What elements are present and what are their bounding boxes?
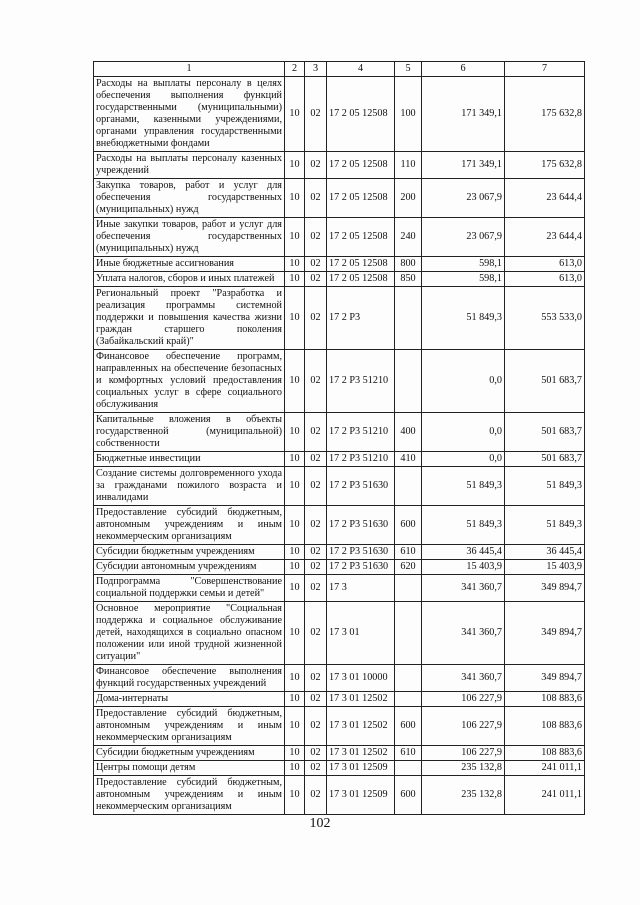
col-header-2: 2 (285, 62, 305, 77)
cell-expense-type: 100 (395, 77, 422, 152)
cell-name: Субсидии автономным учреждениям (94, 560, 285, 575)
cell-amount-year-2: 108 883,6 (505, 692, 585, 707)
cell-amount-year-2: 349 894,7 (505, 575, 585, 602)
table-row (94, 179, 585, 218)
table-row (94, 506, 585, 545)
col-header-3: 3 (305, 62, 327, 77)
cell-target-article: 17 2 Р3 51630 (327, 467, 395, 506)
cell-target-article: 17 2 Р3 (327, 287, 395, 350)
cell-amount-year-1: 0,0 (422, 452, 505, 467)
cell-section: 10 (285, 218, 305, 257)
cell-subsection: 02 (305, 350, 327, 413)
col-header-1: 1 (94, 62, 285, 77)
cell-name: Субсидии бюджетным учреждениям (94, 746, 285, 761)
cell-expense-type: 600 (395, 506, 422, 545)
cell-name: Закупка товаров, работ и услуг для обеспечения государственных (муниципальных) нужд (94, 179, 285, 218)
cell-amount-year-1: 598,1 (422, 257, 505, 272)
cell-amount-year-2: 175 632,8 (505, 77, 585, 152)
cell-name: Субсидии бюджетным учреждениям (94, 545, 285, 560)
cell-amount-year-2: 36 445,4 (505, 545, 585, 560)
col-header-7: 7 (505, 62, 585, 77)
cell-expense-type: 610 (395, 746, 422, 761)
cell-subsection: 02 (305, 272, 327, 287)
table-row (94, 746, 585, 761)
cell-name: Региональный проект "Разработка и реализация программы системной поддержки и повышения качества жизни граждан старшего поколения (Забайкальский край)" (94, 287, 285, 350)
cell-amount-year-1: 36 445,4 (422, 545, 505, 560)
cell-expense-type: 400 (395, 413, 422, 452)
table-row (94, 452, 585, 467)
cell-name: Подпрограмма "Совершенствование социальной поддержки семьи и детей" (94, 575, 285, 602)
table-row (94, 575, 585, 602)
cell-amount-year-1: 0,0 (422, 350, 505, 413)
table-row (94, 77, 585, 152)
cell-subsection: 02 (305, 692, 327, 707)
cell-name: Бюджетные инвестиции (94, 452, 285, 467)
cell-amount-year-2: 108 883,6 (505, 746, 585, 761)
cell-expense-type: 620 (395, 560, 422, 575)
cell-target-article: 17 2 Р3 51210 (327, 413, 395, 452)
cell-section: 10 (285, 179, 305, 218)
cell-amount-year-1: 341 360,7 (422, 665, 505, 692)
cell-section: 10 (285, 746, 305, 761)
cell-target-article: 17 3 01 12509 (327, 761, 395, 776)
cell-amount-year-2: 175 632,8 (505, 152, 585, 179)
cell-name: Расходы на выплаты персоналу казенных учреждений (94, 152, 285, 179)
cell-section: 10 (285, 692, 305, 707)
cell-section: 10 (285, 272, 305, 287)
cell-amount-year-1: 51 849,3 (422, 506, 505, 545)
cell-amount-year-1: 51 849,3 (422, 467, 505, 506)
cell-expense-type: 600 (395, 776, 422, 815)
table-row (94, 272, 585, 287)
cell-target-article: 17 3 01 12502 (327, 692, 395, 707)
cell-target-article: 17 3 (327, 575, 395, 602)
table-row (94, 692, 585, 707)
cell-subsection: 02 (305, 707, 327, 746)
cell-name: Предоставление субсидий бюджетным, автономным учреждениям и иным некоммерческим организациям (94, 506, 285, 545)
cell-expense-type: 800 (395, 257, 422, 272)
table-row (94, 152, 585, 179)
table-body (94, 77, 585, 815)
cell-section: 10 (285, 152, 305, 179)
cell-subsection: 02 (305, 776, 327, 815)
cell-subsection: 02 (305, 602, 327, 665)
cell-subsection: 02 (305, 506, 327, 545)
table-row (94, 287, 585, 350)
cell-amount-year-1: 341 360,7 (422, 602, 505, 665)
budget-table (93, 61, 585, 815)
cell-section: 10 (285, 761, 305, 776)
cell-target-article: 17 3 01 (327, 602, 395, 665)
cell-section: 10 (285, 467, 305, 506)
cell-expense-type: 850 (395, 272, 422, 287)
cell-amount-year-2: 501 683,7 (505, 350, 585, 413)
cell-expense-type: 200 (395, 179, 422, 218)
table-row (94, 707, 585, 746)
cell-amount-year-2: 23 644,4 (505, 179, 585, 218)
cell-expense-type: 110 (395, 152, 422, 179)
table-row (94, 560, 585, 575)
cell-target-article: 17 2 05 12508 (327, 257, 395, 272)
cell-target-article: 17 3 01 10000 (327, 665, 395, 692)
cell-target-article: 17 3 01 12509 (327, 776, 395, 815)
table-row (94, 257, 585, 272)
cell-expense-type (395, 761, 422, 776)
cell-expense-type (395, 665, 422, 692)
table-row (94, 467, 585, 506)
table-row (94, 665, 585, 692)
cell-amount-year-1: 106 227,9 (422, 707, 505, 746)
cell-expense-type (395, 575, 422, 602)
cell-subsection: 02 (305, 746, 327, 761)
table-row (94, 761, 585, 776)
cell-amount-year-1: 23 067,9 (422, 218, 505, 257)
col-header-5: 5 (395, 62, 422, 77)
cell-amount-year-1: 598,1 (422, 272, 505, 287)
cell-amount-year-1: 235 132,8 (422, 761, 505, 776)
cell-expense-type: 600 (395, 707, 422, 746)
cell-section: 10 (285, 665, 305, 692)
cell-name: Предоставление субсидий бюджетным, автономным учреждениям и иным некоммерческим организациям (94, 776, 285, 815)
cell-subsection: 02 (305, 77, 327, 152)
cell-target-article: 17 2 Р3 51210 (327, 452, 395, 467)
cell-name: Предоставление субсидий бюджетным, автономным учреждениям и иным некоммерческим организациям (94, 707, 285, 746)
cell-amount-year-1: 341 360,7 (422, 575, 505, 602)
cell-subsection: 02 (305, 560, 327, 575)
cell-amount-year-2: 613,0 (505, 257, 585, 272)
cell-expense-type (395, 692, 422, 707)
cell-subsection: 02 (305, 413, 327, 452)
cell-amount-year-2: 51 849,3 (505, 506, 585, 545)
cell-section: 10 (285, 77, 305, 152)
cell-target-article: 17 2 Р3 51630 (327, 560, 395, 575)
cell-section: 10 (285, 602, 305, 665)
cell-name: Расходы на выплаты персоналу в целях обеспечения выполнения функций государственными (муниципальными) органами, казенными учреждениями, органами управления государственными внебюджетными фондами (94, 77, 285, 152)
cell-expense-type (395, 602, 422, 665)
table-row (94, 413, 585, 452)
cell-subsection: 02 (305, 545, 327, 560)
cell-amount-year-1: 171 349,1 (422, 152, 505, 179)
cell-subsection: 02 (305, 665, 327, 692)
table-row (94, 776, 585, 815)
cell-name: Финансовое обеспечение программ, направленных на обеспечение безопасных и комфортных условий предоставления социальных услуг в сфере социального обслуживания (94, 350, 285, 413)
cell-amount-year-2: 108 883,6 (505, 707, 585, 746)
cell-amount-year-1: 171 349,1 (422, 77, 505, 152)
cell-expense-type (395, 287, 422, 350)
cell-name: Центры помощи детям (94, 761, 285, 776)
cell-section: 10 (285, 452, 305, 467)
cell-section: 10 (285, 350, 305, 413)
cell-amount-year-2: 349 894,7 (505, 602, 585, 665)
cell-section: 10 (285, 257, 305, 272)
cell-name: Создание системы долговременного ухода за гражданами пожилого возраста и инвалидами (94, 467, 285, 506)
cell-amount-year-1: 15 403,9 (422, 560, 505, 575)
cell-expense-type: 410 (395, 452, 422, 467)
page-number: 102 (309, 816, 331, 831)
cell-amount-year-1: 23 067,9 (422, 179, 505, 218)
col-header-4: 4 (327, 62, 395, 77)
cell-subsection: 02 (305, 257, 327, 272)
cell-amount-year-1: 51 849,3 (422, 287, 505, 350)
cell-amount-year-2: 501 683,7 (505, 413, 585, 452)
cell-target-article: 17 3 01 12502 (327, 707, 395, 746)
cell-target-article: 17 2 05 12508 (327, 218, 395, 257)
table-row (94, 545, 585, 560)
cell-amount-year-2: 15 403,9 (505, 560, 585, 575)
cell-amount-year-1: 0,0 (422, 413, 505, 452)
cell-target-article: 17 2 Р3 51630 (327, 545, 395, 560)
cell-subsection: 02 (305, 452, 327, 467)
cell-target-article: 17 2 Р3 51630 (327, 506, 395, 545)
cell-subsection: 02 (305, 467, 327, 506)
cell-expense-type: 240 (395, 218, 422, 257)
cell-section: 10 (285, 287, 305, 350)
table-row (94, 602, 585, 665)
cell-amount-year-2: 553 533,0 (505, 287, 585, 350)
table-row (94, 350, 585, 413)
cell-amount-year-2: 51 849,3 (505, 467, 585, 506)
cell-name: Капитальные вложения в объекты государственной (муниципальной) собственности (94, 413, 285, 452)
cell-expense-type (395, 350, 422, 413)
cell-section: 10 (285, 545, 305, 560)
cell-section: 10 (285, 575, 305, 602)
cell-name: Иные бюджетные ассигнования (94, 257, 285, 272)
cell-amount-year-1: 106 227,9 (422, 692, 505, 707)
cell-amount-year-1: 235 132,8 (422, 776, 505, 815)
table-row (94, 218, 585, 257)
cell-subsection: 02 (305, 218, 327, 257)
cell-section: 10 (285, 560, 305, 575)
cell-section: 10 (285, 413, 305, 452)
cell-name: Дома-интернаты (94, 692, 285, 707)
header-row (94, 62, 585, 77)
cell-expense-type: 610 (395, 545, 422, 560)
cell-name: Основное мероприятие "Социальная поддержка и социальное обслуживание детей, находящихся в социально опасном положении или иной трудной жизненной ситуации" (94, 602, 285, 665)
cell-subsection: 02 (305, 287, 327, 350)
cell-amount-year-1: 106 227,9 (422, 746, 505, 761)
cell-name: Финансовое обеспечение выполнения функций государственных учреждений (94, 665, 285, 692)
cell-subsection: 02 (305, 152, 327, 179)
cell-amount-year-2: 501 683,7 (505, 452, 585, 467)
cell-amount-year-2: 349 894,7 (505, 665, 585, 692)
cell-subsection: 02 (305, 575, 327, 602)
cell-subsection: 02 (305, 761, 327, 776)
cell-name: Уплата налогов, сборов и иных платежей (94, 272, 285, 287)
cell-section: 10 (285, 506, 305, 545)
cell-target-article: 17 2 Р3 51210 (327, 350, 395, 413)
cell-target-article: 17 2 05 12508 (327, 179, 395, 218)
cell-amount-year-2: 241 011,1 (505, 776, 585, 815)
cell-amount-year-2: 23 644,4 (505, 218, 585, 257)
cell-target-article: 17 3 01 12502 (327, 746, 395, 761)
cell-expense-type (395, 467, 422, 506)
cell-target-article: 17 2 05 12508 (327, 272, 395, 287)
cell-section: 10 (285, 707, 305, 746)
cell-amount-year-2: 241 011,1 (505, 761, 585, 776)
cell-target-article: 17 2 05 12508 (327, 152, 395, 179)
col-header-6: 6 (422, 62, 505, 77)
cell-name: Иные закупки товаров, работ и услуг для обеспечения государственных (муниципальных) нужд (94, 218, 285, 257)
cell-section: 10 (285, 776, 305, 815)
cell-subsection: 02 (305, 179, 327, 218)
cell-target-article: 17 2 05 12508 (327, 77, 395, 152)
cell-amount-year-2: 613,0 (505, 272, 585, 287)
